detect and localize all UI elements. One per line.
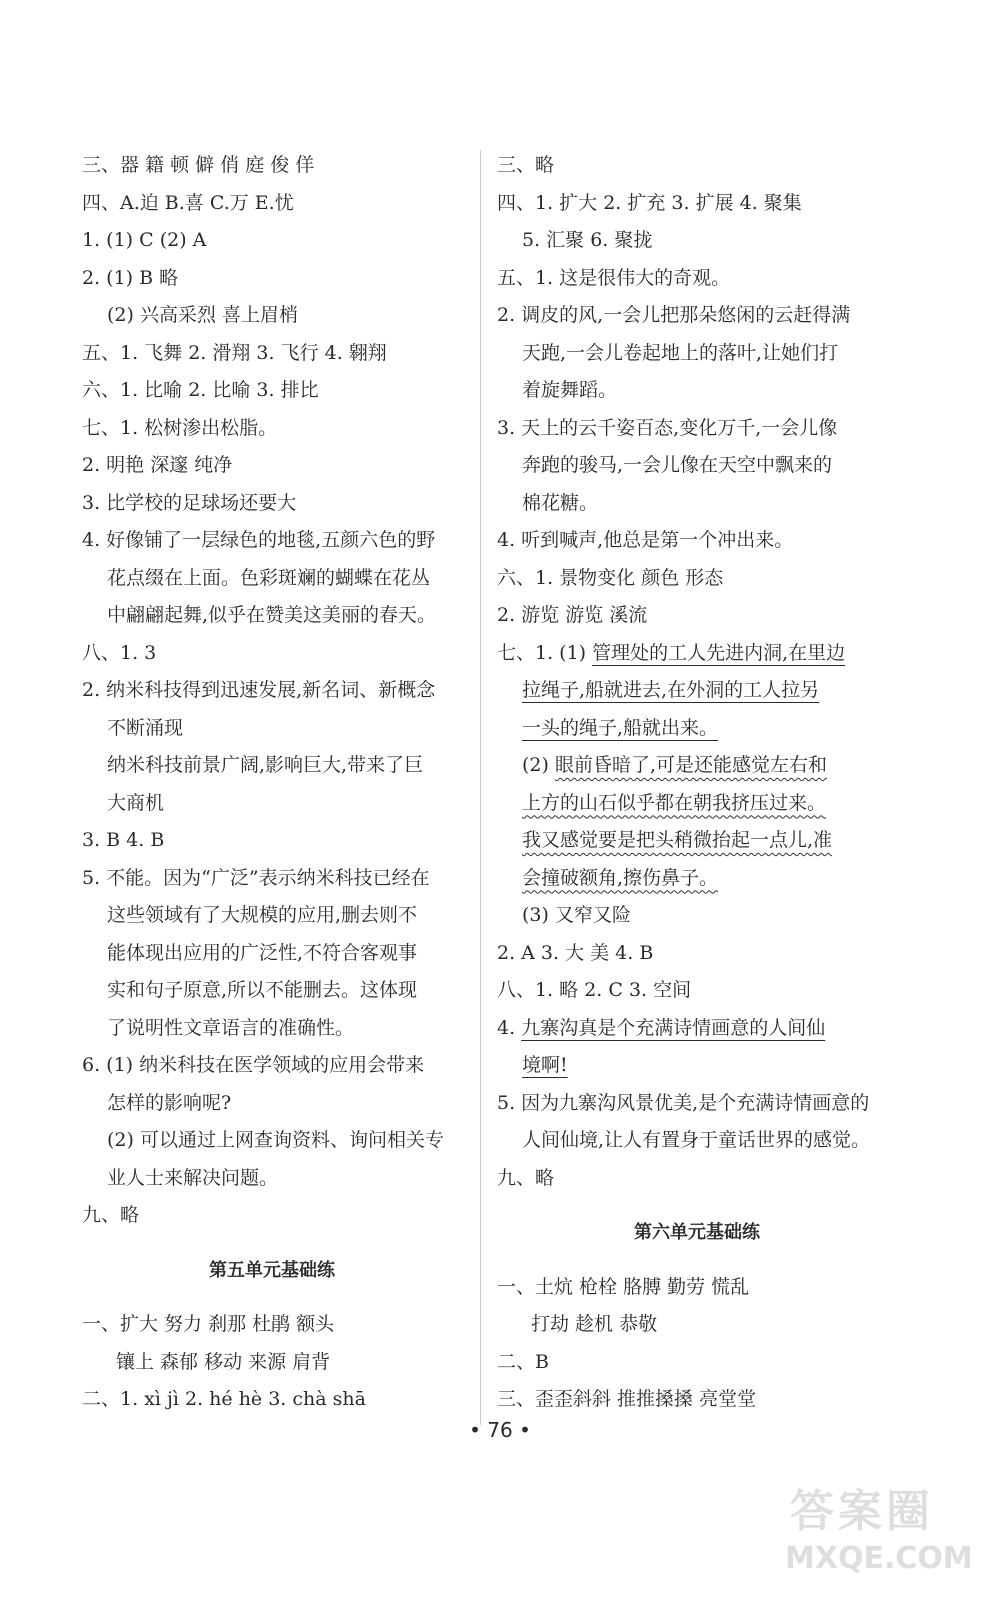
watermark-logo <box>780 1475 980 1580</box>
answer-line: 能体现出应用的广泛性,不符合客观事 <box>107 941 418 964</box>
answer-line <box>497 710 897 748</box>
answer-line: 中翩翩起舞,似乎在赞美这美丽的春天。 <box>107 604 437 626</box>
answer-line: 2. 调皮的风,一会儿把那朵悠闲的云赶得满 <box>497 304 851 326</box>
answer-line: 八、1. 3 <box>82 641 157 664</box>
answer-line: 2. 明艳 深邃 纯净 <box>82 454 233 476</box>
answer-line: 八、1. 略 2. C 3. 空间 <box>497 979 692 1001</box>
watermark-title: 答案圈 <box>790 1486 934 1537</box>
answer-line: 1. (1) C (2) A <box>82 229 207 251</box>
underlined-answer: 拉绳子,船就进去,在外洞的工人拉另 <box>522 679 820 701</box>
section-heading: 第六单元基础练 <box>634 1222 760 1243</box>
answer-line: 九、略 <box>497 1166 555 1189</box>
answer-line <box>497 822 897 860</box>
answer-line: 奔跑的骏马,一会儿像在天空中飘来的 <box>522 454 833 476</box>
answer-line: (3) 又窄又险 <box>522 904 631 926</box>
answer-line: 怎样的影响呢? <box>107 1091 232 1114</box>
page-number: • 76 • <box>469 1418 531 1442</box>
answer-line <box>497 747 897 785</box>
answer-line: 人间仙境,让人有置身于童话世界的感觉。 <box>522 1129 871 1151</box>
answer-line: 镶上 森郁 移动 来源 肩背 <box>116 1350 331 1373</box>
wavy-underlined-answer: 眼前昏暗了,可是还能感觉左右和 <box>554 754 828 776</box>
answer-line: 2. (1) B 略 <box>82 266 179 289</box>
answer-line: 纳米科技前景广阔,影响巨大,带来了巨 <box>107 754 424 776</box>
answer-line: 业人士来解决问题。 <box>107 1166 279 1189</box>
answer-line: 三、歪歪斜斜 推推搡搡 亮堂堂 <box>497 1388 757 1410</box>
answer-line: 四、1. 扩大 2. 扩充 3. 扩展 4. 聚集 <box>497 191 802 214</box>
answer-line: 七、1. 松树渗出松脂。 <box>82 416 278 439</box>
underlined-answer: 九寨沟真是个充满诗情画意的人间仙 <box>521 1016 826 1039</box>
wavy-underlined-answer: 我又感觉要是把头稍微抬起一点儿,准 <box>522 829 833 851</box>
answer-line: 2. A 3. 大 美 4. B <box>497 941 654 964</box>
answer-line: 二、B <box>497 1350 549 1373</box>
answer-line: 5. 因为九寨沟风景优美,是个充满诗情画意的 <box>497 1091 870 1114</box>
section-heading: 第五单元基础练 <box>209 1259 335 1281</box>
answer-line: 一、扩大 努力 刹那 杜鹃 额头 <box>82 1313 335 1335</box>
answer-line: 九、略 <box>82 1204 140 1226</box>
underlined-answer: 一头的绳子,船就出来。 <box>522 716 719 739</box>
answer-line: 着旋舞蹈。 <box>522 379 618 401</box>
answer-line: 这些领域有了大规模的应用,删去则不 <box>107 904 418 926</box>
answer-line: 3. B 4. B <box>82 829 165 851</box>
answer-line <box>497 672 897 710</box>
answer-label: 4. <box>497 1016 516 1039</box>
answer-line: 4. 好像铺了一层绿色的地毯,五颜六色的野 <box>82 529 436 551</box>
underlined-answer: 境啊! <box>522 1054 568 1076</box>
wavy-underlined-answer: 上方的山石似乎都在朝我挤压过来。 <box>522 791 827 814</box>
answer-line: 2. 纳米科技得到迅速发展,新名词、新概念 <box>82 679 436 701</box>
watermark-url: MXQE.COM <box>785 1541 973 1576</box>
answer-line: 花点缀在上面。色彩斑斓的蝴蝶在花丛 <box>107 566 431 589</box>
answer-line: 2. 游览 游览 溪流 <box>497 604 648 626</box>
answer-line: 三、器 籍 顿 僻 俏 庭 俊 佯 <box>82 154 315 176</box>
answer-line: 打劫 趁机 恭敬 <box>531 1313 658 1335</box>
right-column <box>497 147 897 1419</box>
answer-line: (2) 兴高采烈 喜上眉梢 <box>107 304 298 326</box>
answer-line: 天跑,一会儿卷起地上的落叶,让她们打 <box>522 341 839 364</box>
left-column <box>82 147 462 1419</box>
answer-label: (2) <box>522 754 549 776</box>
answer-line: 四、A.迫 B.喜 C.万 E.忧 <box>82 191 294 214</box>
answer-line <box>497 785 897 823</box>
answer-line: 三、略 <box>497 154 555 176</box>
answer-line: 六、1. 比喻 2. 比喻 3. 排比 <box>82 379 319 401</box>
wavy-underlined-answer: 会撞破额角,擦伤鼻子。 <box>522 866 719 889</box>
answer-line: 大商机 <box>107 791 165 814</box>
answer-line: 6. (1) 纳米科技在医学领域的应用会带来 <box>82 1054 425 1076</box>
answer-line <box>497 635 897 673</box>
answer-line: 棉花糖。 <box>522 491 599 514</box>
answer-line: 五、1. 这是很伟大的奇观。 <box>497 266 731 289</box>
answer-line <box>497 1047 897 1085</box>
answer-line: 二、1. xì jì 2. hé hè 3. chà shā <box>82 1388 366 1410</box>
answer-line: 不断涌现 <box>107 716 184 739</box>
answer-line: 六、1. 景物变化 颜色 形态 <box>497 566 724 589</box>
answer-line: 五、1. 飞舞 2. 滑翔 3. 飞行 4. 翱翔 <box>82 341 387 364</box>
answer-label: 七、1. (1) <box>497 641 587 664</box>
answer-line: 实和句子原意,所以不能删去。这体现 <box>107 979 418 1001</box>
answer-line <box>497 860 897 898</box>
answer-line: (2) 可以通过上网查询资料、询问相关专 <box>107 1129 444 1151</box>
answer-line: 5. 不能。因为“广泛”表示纳米科技已经在 <box>82 866 430 889</box>
answer-line <box>497 1010 897 1048</box>
answer-line: 了说明性文章语言的准确性。 <box>107 1016 355 1039</box>
answer-line: 4. 听到喊声,他总是第一个冲出来。 <box>497 529 794 551</box>
answer-line: 3. 比学校的足球场还要大 <box>82 491 297 514</box>
answer-line: 一、土炕 枪栓 胳膊 勤劳 慌乱 <box>497 1275 750 1298</box>
column-divider <box>480 150 481 1425</box>
answer-line: 3. 天上的云千姿百态,变化万千,一会儿像 <box>497 416 838 439</box>
underlined-answer: 管理处的工人先进内洞,在里边 <box>592 641 846 664</box>
answer-line: 5. 汇聚 6. 聚拢 <box>522 229 653 251</box>
